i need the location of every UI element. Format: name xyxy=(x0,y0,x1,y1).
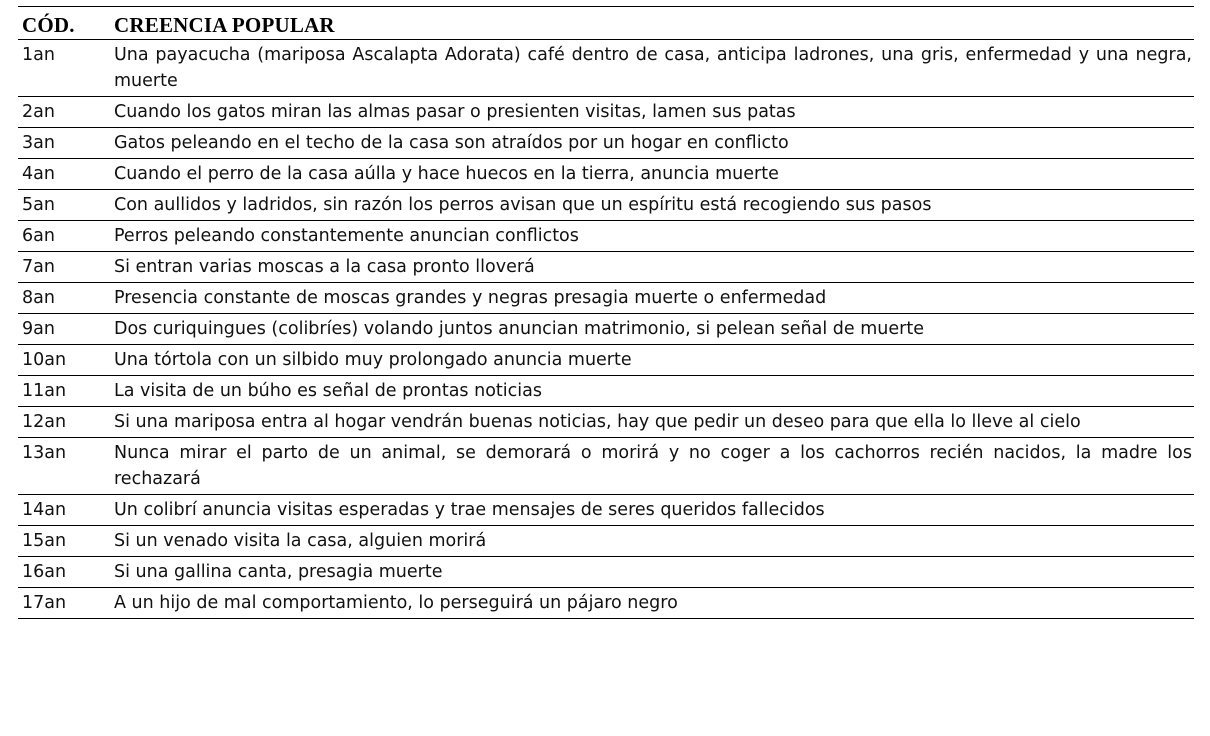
row-code: 15an xyxy=(18,526,110,557)
row-code: 3an xyxy=(18,128,110,159)
table-row xyxy=(18,345,1194,376)
row-belief: Cuando el perro de la casa aúlla y hace huecos en la tierra, anuncia muerte xyxy=(110,159,1194,190)
table-row xyxy=(18,526,1194,557)
row-code: 13an xyxy=(18,438,110,495)
row-belief: La visita de un búho es señal de prontas noticias xyxy=(110,376,1194,407)
row-code: 16an xyxy=(18,557,110,588)
row-code: 11an xyxy=(18,376,110,407)
table-row xyxy=(18,40,1194,97)
table-row xyxy=(18,407,1194,438)
table-row xyxy=(18,376,1194,407)
row-belief: Cuando los gatos miran las almas pasar o presienten visitas, lamen sus patas xyxy=(110,97,1194,128)
row-code: 7an xyxy=(18,252,110,283)
row-code: 17an xyxy=(22,593,67,613)
header-belief: CREENCIA POPULAR xyxy=(110,7,1194,40)
row-code: 9an xyxy=(18,314,110,345)
table-body xyxy=(18,40,1194,619)
beliefs-table xyxy=(18,6,1194,619)
row-belief: Una tórtola con un silbido muy prolongado anuncia muerte xyxy=(110,345,1194,376)
table-row xyxy=(18,159,1194,190)
table-header-row xyxy=(18,7,1194,40)
header-code: CÓD. xyxy=(18,7,110,40)
row-code: 5an xyxy=(18,190,110,221)
table-row xyxy=(18,190,1194,221)
row-code: 8an xyxy=(18,283,110,314)
table-row xyxy=(18,314,1194,345)
row-belief: Gatos peleando en el techo de la casa son atraídos por un hogar en conflicto xyxy=(110,128,1194,159)
row-code: 4an xyxy=(18,159,110,190)
row-belief: Con aullidos y ladridos, sin razón los perros avisan que un espíritu está recogiendo sus pasos xyxy=(110,190,1194,221)
row-belief: Una payacucha (mariposa Ascalapta Adorata) café dentro de casa, anticipa ladrones, una gris, enfermedad y una negra, muerte xyxy=(110,40,1194,97)
row-belief: A un hijo de mal comportamiento, lo perseguirá un pájaro negro xyxy=(114,593,678,613)
row-code: 6an xyxy=(18,221,110,252)
row-belief: Nunca mirar el parto de un animal, se demorará o morirá y no coger a los cachorros recién nacidos, la madre los rechazará xyxy=(110,438,1194,495)
table-row xyxy=(18,438,1194,495)
row-belief: Si una gallina canta, presagia muerte xyxy=(110,557,1194,588)
row-belief: Un colibrí anuncia visitas esperadas y trae mensajes de seres queridos fallecidos xyxy=(110,495,1194,526)
row-belief: Si entran varias moscas a la casa pronto lloverá xyxy=(110,252,1194,283)
row-belief: Presencia constante de moscas grandes y negras presagia muerte o enfermedad xyxy=(110,283,1194,314)
beliefs-table-container xyxy=(18,6,1194,619)
table-row xyxy=(18,252,1194,283)
row-belief: Si un venado visita la casa, alguien morirá xyxy=(110,526,1194,557)
table-row xyxy=(18,97,1194,128)
row-belief: Perros peleando constantemente anuncian conflictos xyxy=(110,221,1194,252)
row-code: 2an xyxy=(18,97,110,128)
table-row xyxy=(18,283,1194,314)
row-code: 12an xyxy=(18,407,110,438)
table-row xyxy=(18,495,1194,526)
row-code: 1an xyxy=(18,40,110,97)
row-code: 14an xyxy=(18,495,110,526)
table-row xyxy=(18,128,1194,159)
table-row xyxy=(18,588,1194,619)
table-row xyxy=(18,221,1194,252)
row-belief: Dos curiquingues (colibríes) volando juntos anuncian matrimonio, si pelean señal de muerte xyxy=(110,314,1194,345)
row-code: 10an xyxy=(18,345,110,376)
row-belief: Si una mariposa entra al hogar vendrán buenas noticias, hay que pedir un deseo para que ella lo lleve al cielo xyxy=(110,407,1194,438)
table-row xyxy=(18,557,1194,588)
